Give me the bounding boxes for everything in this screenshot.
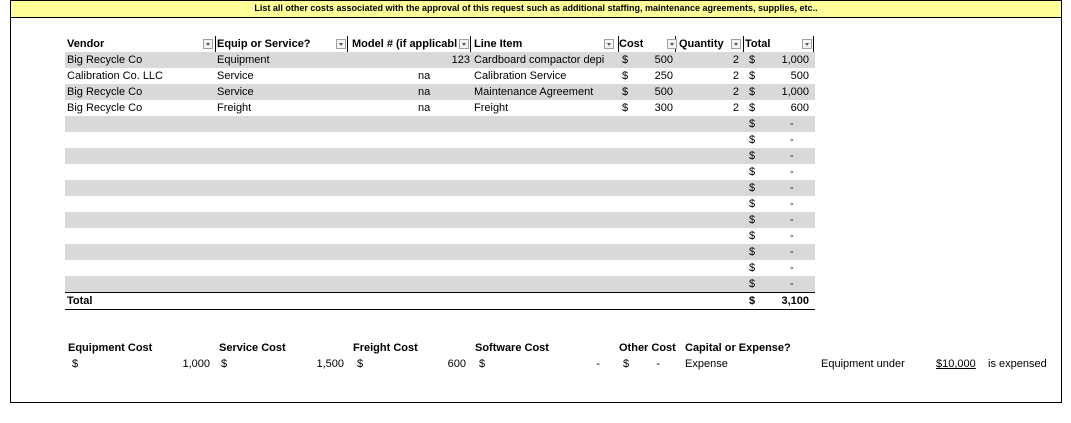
table-row [65,132,815,148]
cell-vendor[interactable]: Big Recycle Co [67,86,143,98]
other-cost-currency: $ [623,358,630,370]
other-cost-label: Other Cost [619,342,676,354]
cell-total[interactable]: - [790,118,794,130]
expense-note-suffix: is expensed [988,358,1047,370]
cell-tcur[interactable]: $ [749,230,756,242]
filter-dropdown-quantity-icon[interactable] [731,39,741,49]
freight-cost-value[interactable]: 600 [447,358,466,370]
cell-tcur[interactable]: $ [749,278,756,290]
cell-tcur[interactable]: $ [749,198,756,210]
equipment-cost-label: Equipment Cost [68,342,153,354]
cell-cur[interactable]: $ [622,54,629,66]
table-row [65,100,815,116]
table-row [65,276,815,292]
cell-type[interactable]: Service [217,86,254,98]
col-header-total: Total [745,36,814,52]
cell-model[interactable]: na [418,86,431,98]
software-cost-value[interactable]: - [596,358,600,370]
cell-total[interactable]: - [790,198,794,210]
cell-total[interactable]: - [790,278,794,290]
cell-qty[interactable]: 2 [732,86,739,98]
table-row [65,244,815,260]
col-header-model: Model # (if applicabl [352,36,471,52]
cell-tcur[interactable]: $ [749,118,756,130]
freight-cost-label: Freight Cost [353,342,418,354]
expense-threshold-value[interactable]: $10,000 [936,358,976,370]
cell-qty[interactable]: 2 [732,54,739,66]
cell-total[interactable]: - [790,150,794,162]
cell-tcur[interactable]: $ [749,182,756,194]
col-header-quantity: Quantity [679,36,744,52]
cell-tcur[interactable]: $ [749,262,756,274]
cell-item[interactable]: Cardboard compactor depi [474,54,605,66]
cell-total[interactable]: - [790,182,794,194]
cell-cur[interactable]: $ [622,70,629,82]
cell-total[interactable]: - [790,246,794,258]
cell-item[interactable]: Maintenance Agreement [474,86,594,98]
cell-type[interactable]: Equipment [217,54,270,66]
instructions-banner: List all other costs associated with the approval of this request such as additional staffing, maintenance agreements, supplies, etc.. [10,0,1062,18]
cell-cost[interactable]: 250 [654,70,673,82]
total-label: Total [67,295,93,307]
col-header-vendor: Vendor [67,36,216,52]
service-cost-label: Service Cost [219,342,286,354]
cell-model[interactable]: 123 [451,54,470,66]
freight-cost-currency: $ [357,358,364,370]
table-row [65,180,815,196]
cell-tcur[interactable]: $ [749,214,756,226]
cell-cur[interactable]: $ [622,102,629,114]
cell-tcur[interactable]: $ [749,246,756,258]
equipment-cost-value[interactable]: 1,000 [182,358,210,370]
other-cost-value[interactable]: - [656,358,660,370]
cell-model[interactable]: na [418,70,431,82]
table-row [65,52,815,68]
capital-or-expense-label: Capital or Expense? [685,342,791,354]
cell-qty[interactable]: 2 [732,102,739,114]
cell-cost[interactable]: 500 [654,54,673,66]
cell-tcur[interactable]: $ [749,54,756,66]
table-row [65,68,815,84]
cell-total[interactable]: - [790,230,794,242]
col-header-cost: Cost [619,36,676,52]
filter-dropdown-cost-icon[interactable] [667,39,677,49]
filter-dropdown-model-icon[interactable] [459,39,469,49]
cell-tcur[interactable]: $ [749,150,756,162]
filter-dropdown-vendor-icon[interactable] [203,39,213,49]
cell-total[interactable]: 1,000 [781,86,809,98]
cell-total[interactable]: - [790,214,794,226]
cell-type[interactable]: Freight [217,102,252,114]
total-currency[interactable]: $ [749,295,756,307]
cell-total[interactable]: - [790,134,794,146]
expense-note-prefix: Equipment under [821,358,905,370]
cell-cur[interactable]: $ [622,86,629,98]
software-cost-label: Software Cost [475,342,549,354]
cell-total[interactable]: - [790,262,794,274]
cell-total[interactable]: 1,000 [781,54,809,66]
table-row [65,84,815,100]
table-row [65,164,815,180]
cell-type[interactable]: Service [217,70,254,82]
col-header-line-item: Line Item [474,36,619,52]
table-row [65,260,815,276]
equipment-cost-currency: $ [72,358,79,370]
cell-qty[interactable]: 2 [732,70,739,82]
filter-dropdown-type-icon[interactable] [336,39,346,49]
table-row [65,196,815,212]
table-row [65,148,815,164]
cell-total[interactable]: 600 [790,102,809,114]
cell-tcur[interactable]: $ [749,86,756,98]
cell-cost[interactable]: 500 [654,86,673,98]
cell-item[interactable]: Calibration Service [474,70,567,82]
cell-tcur[interactable]: $ [749,134,756,146]
cell-vendor[interactable]: Big Recycle Co [67,54,143,66]
table-header [65,36,815,53]
table-total-row [65,292,815,310]
cell-cost[interactable]: 300 [654,102,673,114]
cell-vendor[interactable]: Calibration Co. LLC [67,70,163,82]
service-cost-currency: $ [221,358,228,370]
cell-vendor[interactable]: Big Recycle Co [67,102,143,114]
filter-dropdown-line-item-icon[interactable] [604,39,614,49]
service-cost-value[interactable]: 1,500 [316,358,344,370]
col-header-type: Equip or Service? [217,36,348,52]
table-row [65,228,815,244]
cell-total[interactable]: - [790,166,794,178]
cell-tcur[interactable]: $ [749,166,756,178]
cell-total[interactable]: 500 [790,70,809,82]
filter-dropdown-total-icon[interactable] [802,39,812,49]
cell-model[interactable]: na [418,102,431,114]
table-row [65,116,815,132]
cell-tcur[interactable]: $ [749,102,756,114]
grand-total-value[interactable]: 3,100 [781,295,809,307]
capital-or-expense-value[interactable]: Expense [685,358,728,370]
table-row [65,212,815,228]
cell-tcur[interactable]: $ [749,70,756,82]
cell-item[interactable]: Freight [474,102,509,114]
software-cost-currency: $ [479,358,486,370]
